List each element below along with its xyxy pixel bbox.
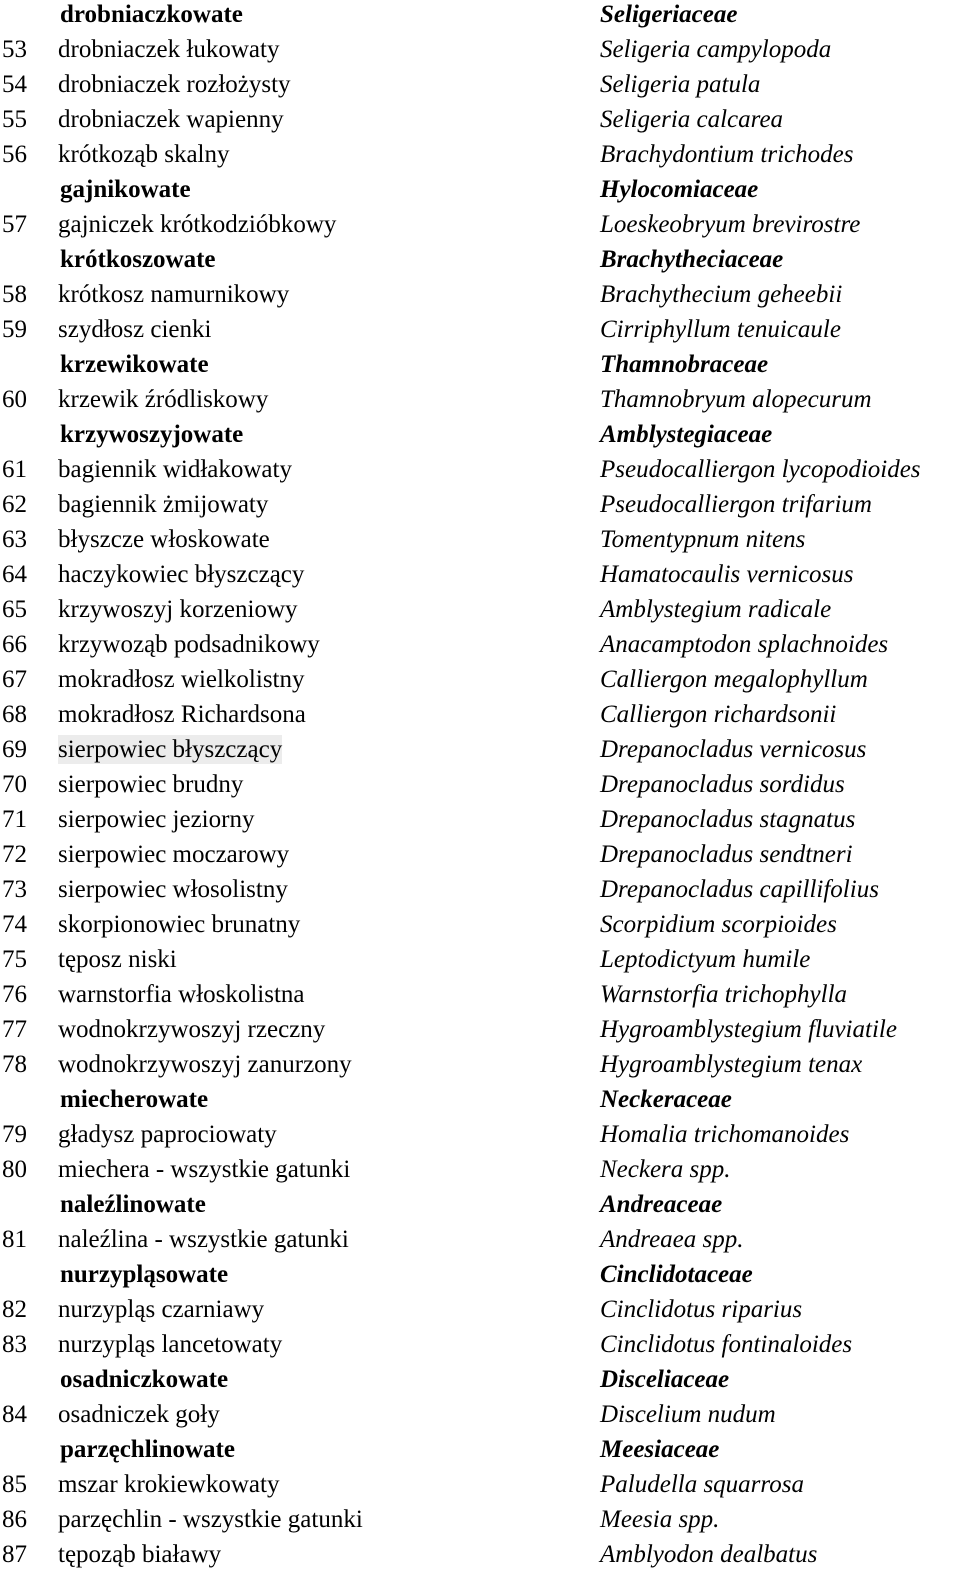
- species-polish-name: krzywoząb podsadnikowy: [58, 631, 320, 658]
- species-row: [0, 945, 960, 980]
- species-row: [0, 105, 960, 140]
- family-header-row: [0, 1190, 960, 1225]
- species-row: [0, 70, 960, 105]
- species-row: [0, 665, 960, 700]
- species-row: [0, 1015, 960, 1050]
- species-polish-name: wodnokrzywoszyj rzeczny: [58, 1016, 326, 1043]
- family-header-row: [0, 245, 960, 280]
- row-number: 66: [2, 631, 27, 658]
- family-header-row: [0, 1260, 960, 1295]
- species-latin-name: Drepanocladus stagnatus: [600, 806, 856, 833]
- species-polish-name: miechera - wszystkie gatunki: [58, 1156, 351, 1183]
- species-latin-name: Hygroamblystegium fluviatile: [600, 1016, 897, 1043]
- family-latin-name: Neckeraceae: [600, 1086, 732, 1113]
- species-row: [0, 140, 960, 175]
- species-polish-name: bagiennik widłakowaty: [58, 456, 292, 483]
- species-latin-name: Discelium nudum: [600, 1401, 776, 1428]
- family-polish-name: nurzypląsowate: [60, 1261, 229, 1288]
- species-polish-name: tęposz niski: [58, 946, 177, 973]
- species-row: [0, 910, 960, 945]
- family-latin-name: Thamnobraceae: [600, 351, 769, 378]
- family-header-row: [0, 420, 960, 455]
- species-row: [0, 560, 960, 595]
- species-row: [0, 490, 960, 525]
- species-polish-name: szydłosz cienki: [58, 316, 212, 343]
- species-polish-name: gajniczek krótkodzióbkowy: [58, 211, 337, 238]
- row-number: 71: [2, 806, 27, 833]
- species-row: [0, 1540, 960, 1575]
- family-polish-name: osadniczkowate: [60, 1366, 229, 1393]
- row-number: 87: [2, 1541, 27, 1568]
- species-row: [0, 770, 960, 805]
- species-row: [0, 1400, 960, 1435]
- species-polish-name: krzewik źródliskowy: [58, 386, 269, 413]
- species-polish-name: bagiennik żmijowaty: [58, 491, 269, 518]
- family-header-row: [0, 1435, 960, 1470]
- species-polish-name: sierpowiec jeziorny: [58, 806, 255, 833]
- species-row: [0, 1470, 960, 1505]
- row-number: 59: [2, 316, 27, 343]
- family-latin-name: Disceliaceae: [600, 1366, 730, 1393]
- family-latin-name: Andreaceae: [600, 1191, 723, 1218]
- species-polish-name: krótkoząb skalny: [58, 141, 230, 168]
- row-number: 68: [2, 701, 27, 728]
- species-row: [0, 630, 960, 665]
- species-row: [0, 735, 960, 770]
- species-latin-name: Andreaea spp.: [600, 1226, 744, 1253]
- species-polish-name: krótkosz namurnikowy: [58, 281, 290, 308]
- species-polish-name: sierpowiec moczarowy: [58, 841, 290, 868]
- species-polish-name: parzęchlin - wszystkie gatunki: [58, 1506, 363, 1533]
- species-row: [0, 1505, 960, 1540]
- species-latin-name: Cinclidotus fontinaloides: [600, 1331, 853, 1358]
- species-row: [0, 315, 960, 350]
- row-number: 53: [2, 36, 27, 63]
- species-latin-name: Anacamptodon splachnoides: [600, 631, 889, 658]
- row-number: 76: [2, 981, 27, 1008]
- family-latin-name: Seligeriaceae: [600, 1, 738, 28]
- family-header-row: [0, 1365, 960, 1400]
- species-polish-name: naleźlina - wszystkie gatunki: [58, 1226, 349, 1253]
- row-number: 70: [2, 771, 27, 798]
- species-row: [0, 1120, 960, 1155]
- species-polish-name: nurzypląs czarniawy: [58, 1296, 265, 1323]
- species-polish-name: drobniaczek wapienny: [58, 106, 284, 133]
- species-row: [0, 595, 960, 630]
- row-number: 63: [2, 526, 27, 553]
- family-header-row: [0, 1085, 960, 1120]
- row-number: 84: [2, 1401, 27, 1428]
- species-latin-name: Homalia trichomanoides: [600, 1121, 850, 1148]
- family-polish-name: krótkoszowate: [60, 246, 216, 273]
- species-latin-name: Pseudocalliergon lycopodioides: [600, 456, 921, 483]
- row-number: 60: [2, 386, 27, 413]
- family-latin-name: Brachytheciaceae: [600, 246, 784, 273]
- row-number: 85: [2, 1471, 27, 1498]
- species-latin-name: Seligeria calcarea: [600, 106, 784, 133]
- row-number: 74: [2, 911, 27, 938]
- species-polish-name: osadniczek goły: [58, 1401, 220, 1428]
- species-polish-name: mokradłosz Richardsona: [58, 701, 306, 728]
- species-latin-name: Amblystegium radicale: [600, 596, 832, 623]
- species-polish-name: sierpowiec brudny: [58, 771, 244, 798]
- species-polish-name: krzywoszyj korzeniowy: [58, 596, 298, 623]
- species-polish-name: mokradłosz wielkolistny: [58, 666, 305, 693]
- species-row: [0, 35, 960, 70]
- family-polish-name: miecherowate: [60, 1086, 209, 1113]
- row-number: 78: [2, 1051, 27, 1078]
- species-polish-name: błyszcze włoskowate: [58, 526, 270, 553]
- species-row: [0, 875, 960, 910]
- species-row: [0, 1155, 960, 1190]
- row-number: 86: [2, 1506, 27, 1533]
- species-polish-name: tępoząb białawy: [58, 1541, 222, 1568]
- species-polish-name: wodnokrzywoszyj zanurzony: [58, 1051, 352, 1078]
- species-row: [0, 1295, 960, 1330]
- species-row: [0, 840, 960, 875]
- species-latin-name: Cinclidotus riparius: [600, 1296, 803, 1323]
- species-row: [0, 980, 960, 1015]
- species-latin-name: Meesia spp.: [600, 1506, 720, 1533]
- row-number: 75: [2, 946, 27, 973]
- family-polish-name: drobniaczkowate: [60, 1, 243, 28]
- family-polish-name: naleźlinowate: [60, 1191, 206, 1218]
- family-header-row: [0, 0, 960, 35]
- row-number: 62: [2, 491, 27, 518]
- species-row: [0, 385, 960, 420]
- species-latin-name: Drepanocladus vernicosus: [600, 736, 867, 763]
- species-latin-name: Loeskeobryum brevirostre: [600, 211, 861, 238]
- species-latin-name: Calliergon richardsonii: [600, 701, 837, 728]
- row-number: 72: [2, 841, 27, 868]
- species-row: [0, 525, 960, 560]
- species-polish-name: mszar krokiewkowaty: [58, 1471, 280, 1498]
- species-latin-name: Seligeria patula: [600, 71, 761, 98]
- species-polish-name: drobniaczek rozłożysty: [58, 71, 291, 98]
- species-polish-name: skorpionowiec brunatny: [58, 911, 301, 938]
- species-row: [0, 210, 960, 245]
- family-polish-name: krzewikowate: [60, 351, 209, 378]
- species-latin-name: Pseudocalliergon trifarium: [600, 491, 872, 518]
- species-latin-name: Drepanocladus capillifolius: [600, 876, 879, 903]
- row-number: 67: [2, 666, 27, 693]
- species-latin-name: Drepanocladus sendtneri: [600, 841, 853, 868]
- row-number: 65: [2, 596, 27, 623]
- species-latin-name: Calliergon megalophyllum: [600, 666, 868, 693]
- row-number: 57: [2, 211, 27, 238]
- family-latin-name: Cinclidotaceae: [600, 1261, 753, 1288]
- species-latin-name: Amblyodon dealbatus: [600, 1541, 818, 1568]
- family-polish-name: parzęchlinowate: [60, 1436, 235, 1463]
- species-polish-name: nurzypląs lancetowaty: [58, 1331, 283, 1358]
- row-number: 83: [2, 1331, 27, 1358]
- row-number: 69: [2, 736, 27, 763]
- family-header-row: [0, 175, 960, 210]
- species-latin-name: Neckera spp.: [600, 1156, 731, 1183]
- row-number: 73: [2, 876, 27, 903]
- species-row: [0, 280, 960, 315]
- species-polish-name: warnstorfia włoskolistna: [58, 981, 305, 1008]
- species-polish-name: drobniaczek łukowaty: [58, 36, 280, 63]
- row-number: 79: [2, 1121, 27, 1148]
- species-row: [0, 455, 960, 490]
- row-number: 81: [2, 1226, 27, 1253]
- species-polish-name: sierpowiec włosolistny: [58, 876, 288, 903]
- family-latin-name: Meesiaceae: [600, 1436, 720, 1463]
- species-latin-name: Brachydontium trichodes: [600, 141, 854, 168]
- species-row: [0, 1225, 960, 1260]
- row-number: 55: [2, 106, 27, 133]
- species-polish-name: gładysz paprociowaty: [58, 1121, 277, 1148]
- species-latin-name: Paludella squarrosa: [600, 1471, 804, 1498]
- row-number: 56: [2, 141, 27, 168]
- row-number: 77: [2, 1016, 27, 1043]
- species-latin-name: Seligeria campylopoda: [600, 36, 832, 63]
- species-latin-name: Tomentypnum nitens: [600, 526, 806, 553]
- row-number: 64: [2, 561, 27, 588]
- species-latin-name: Thamnobryum alopecurum: [600, 386, 872, 413]
- species-row: [0, 1330, 960, 1365]
- species-row: [0, 1050, 960, 1085]
- species-latin-name: Cirriphyllum tenuicaule: [600, 316, 841, 343]
- species-latin-name: Brachythecium geheebii: [600, 281, 843, 308]
- species-latin-name: Drepanocladus sordidus: [600, 771, 845, 798]
- family-latin-name: Hylocomiaceae: [600, 176, 759, 203]
- row-number: 54: [2, 71, 27, 98]
- species-latin-name: Warnstorfia trichophylla: [600, 981, 848, 1008]
- species-latin-name: Hamatocaulis vernicosus: [600, 561, 854, 588]
- family-polish-name: krzywoszyjowate: [60, 421, 244, 448]
- species-latin-name: Hygroamblystegium tenax: [600, 1051, 863, 1078]
- species-polish-name: haczykowiec błyszczący: [58, 561, 305, 588]
- species-polish-name: sierpowiec błyszczący: [58, 736, 283, 763]
- row-number: 80: [2, 1156, 27, 1183]
- family-latin-name: Amblystegiaceae: [600, 421, 773, 448]
- species-row: [0, 805, 960, 840]
- row-number: 58: [2, 281, 27, 308]
- family-header-row: [0, 350, 960, 385]
- species-latin-name: Scorpidium scorpioides: [600, 911, 837, 938]
- row-number: 61: [2, 456, 27, 483]
- family-polish-name: gajnikowate: [60, 176, 191, 203]
- species-row: [0, 700, 960, 735]
- row-number: 82: [2, 1296, 27, 1323]
- species-latin-name: Leptodictyum humile: [600, 946, 811, 973]
